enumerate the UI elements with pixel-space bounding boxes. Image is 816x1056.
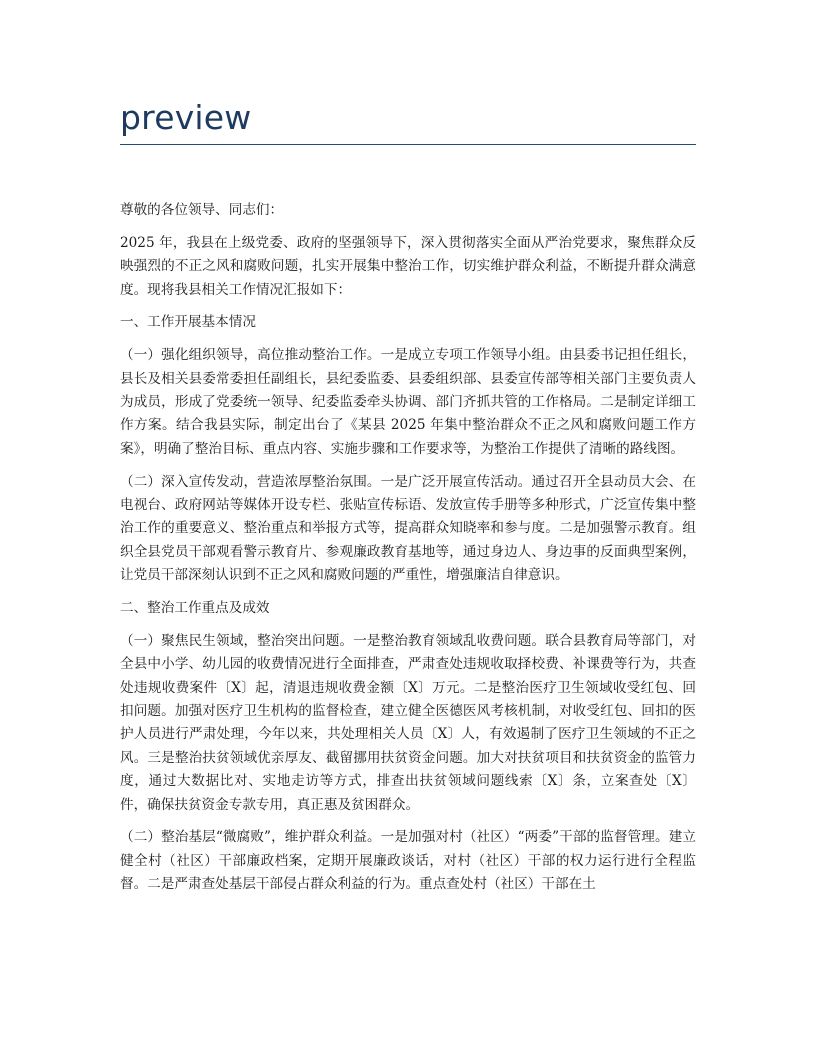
body-paragraph: （一）强化组织领导，高位推动整治工作。一是成立专项工作领导小组。由县委书记担任组长，县长及相关县委常委担任副组长，县纪委监委、县委组织部、县委宣传部等相关部门主要负责人为成员，形成了党委统一领导、纪委监委牵头协调、部门齐抓共管的工作格局。二是制定详细工作方案。结合我县实际，制定出台了《某县 2025 年集中整治群众不正之风和腐败问题工作方案》，明确了整治目标、重点内容、实施步骤和工作要求等，为整治工作提供了清晰的路线图。 <box>120 347 696 457</box>
document-body <box>120 199 696 897</box>
body-paragraph: （二）整治基层“微腐败”，维护群众利益。一是加强对村（社区）“两委”干部的监督管理。建立健全村（社区）干部廉政档案，定期开展廉政谈话，对村（社区）干部的权力运行进行全程监督。二是严肃查处基层干部侵占群众利益的行为。重点查处村（社区）干部在土 <box>120 829 696 893</box>
intro-paragraph: 2025 年，我县在上级党委、政府的坚强领导下，深入贯彻落实全面从严治党要求，聚焦群众反映强烈的不正之风和腐败问题，扎实开展集中整治工作，切实维护群众利益，不断提升群众满意度。现将我县相关工作情况汇报如下： <box>120 234 696 298</box>
body-paragraph: （二）深入宣传发动，营造浓厚整治氛围。一是广泛开展宣传活动。通过召开全县动员大会、在电视台、政府网站等媒体开设专栏、张贴宣传标语、发放宣传手册等多种形式，广泛宣传集中整治工作的重要意义、整治重点和举报方式等，提高群众知晓率和参与度。二是加强警示教育。组织全县党员干部观看警示教育片、参观廉政教育基地等，通过身边人、身边事的反面典型案例，让党员干部深刻认识到不正之风和腐败问题的严重性，增强廉洁自律意识。 <box>120 473 696 584</box>
section-heading-2: 二、整治工作重点及成效 <box>120 600 270 617</box>
body-paragraph: （一）聚焦民生领域，整治突出问题。一是整治教育领域乱收费问题。联合县教育局等部门，对全县中小学、幼儿园的收费情况进行全面排查，严肃查处违规收取择校费、补课费等行为，共查处违规收费案件〔X〕起，清退违规收费金额〔X〕万元。二是整治医疗卫生领域收受红包、回扣问题。加强对医疗卫生机构的监督检查，建立健全医德医风考核机制，对收受红包、回扣的医护人员进行严肃处理，今年以来，共处理相关人员〔X〕人，有效遏制了医疗卫生领域的不正之风。三是整治扶贫领域优亲厚友、截留挪用扶贫资金问题。加大对扶贫项目和扶贫资金的监管力度，通过大数据比对、实地走访等方式，排查出扶贫领域问题线索〔X〕条，立案查处〔X〕件，确保扶贫资金专款专用，真正惠及贫困群众。 <box>120 632 696 813</box>
document-page <box>120 92 696 906</box>
document-title: preview <box>120 98 252 137</box>
title-divider <box>120 144 696 145</box>
salutation-paragraph: 尊敬的各位领导、同志们： <box>120 202 284 218</box>
section-heading-1: 一、工作开展基本情况 <box>120 314 256 331</box>
